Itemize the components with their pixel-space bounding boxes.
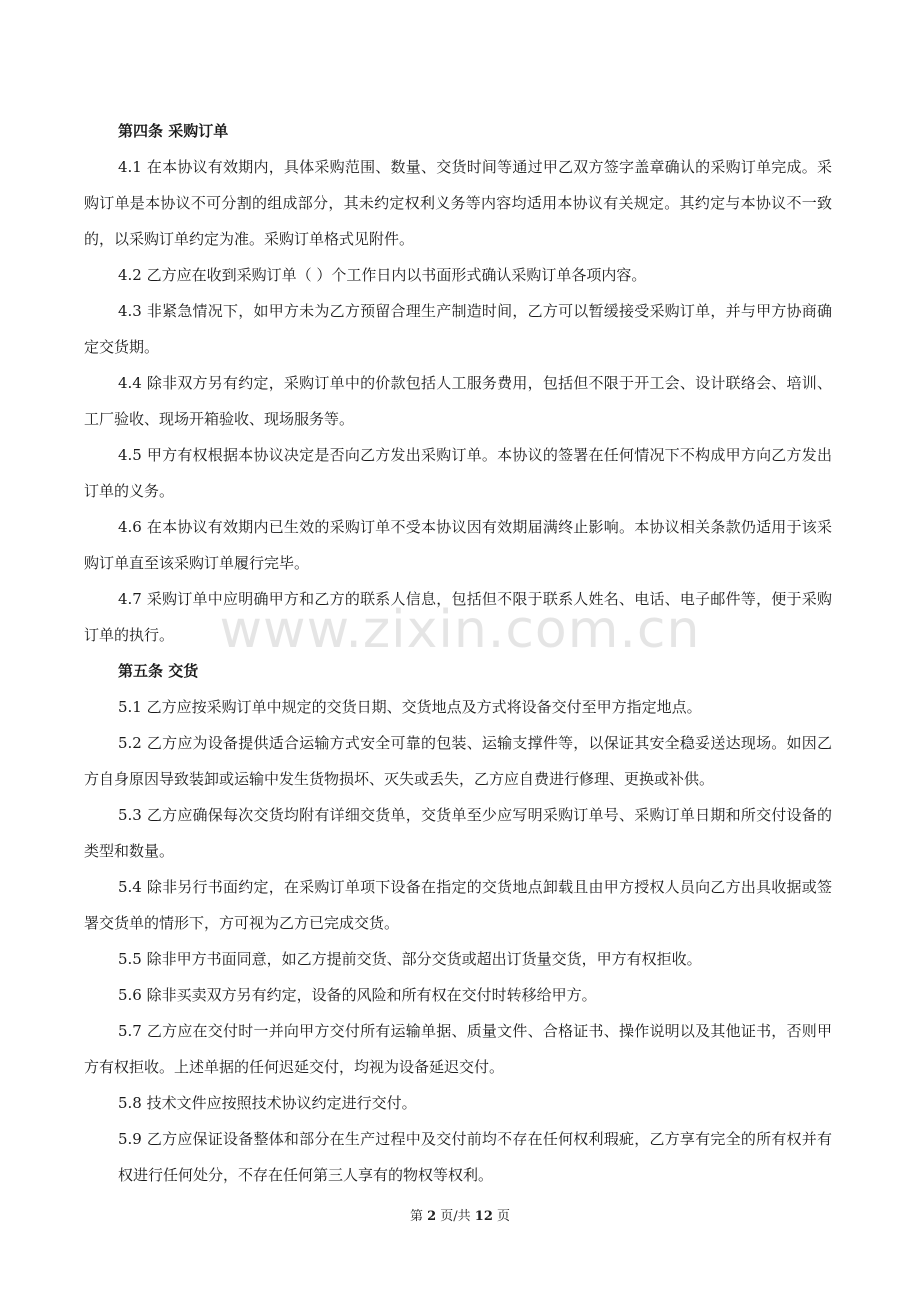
clause-4-6: 4.6 在本协议有效期内已生效的采购订单不受本协议因有效期届满终止影响。本协议相关条款仍适用于该采购订单直至该采购订单履行完毕。 bbox=[84, 518, 832, 572]
clause-4-5: 4.5 甲方有权根据本协议决定是否向乙方发出采购订单。本协议的签署在任何情况下不构成甲方向乙方发出订单的义务。 bbox=[84, 446, 832, 500]
clause-5-7: 5.7 乙方应在交付时一并向甲方交付所有运输单据、质量文件、合格证书、操作说明以及其他证书，否则甲方有权拒收。上述单据的任何迟延交付，均视为设备延迟交付。 bbox=[84, 1022, 832, 1076]
clause-5-4: 5.4 除非另行书面约定，在采购订单项下设备在指定的交货地点卸载且由甲方授权人员向乙方出具收据或签署交货单的情形下，方可视为乙方已完成交货。 bbox=[84, 878, 832, 932]
footer-suffix: 页 bbox=[492, 1209, 511, 1224]
clause-5-5: 5.5 除非甲方书面同意，如乙方提前交货、部分交货或超出订货量交货，甲方有权拒收。 bbox=[118, 950, 702, 968]
clause-4-7: 4.7 采购订单中应明确甲方和乙方的联系人信息，包括但不限于联系人姓名、电话、电子邮件等，便于采购订单的执行。 bbox=[84, 590, 832, 644]
clause-5-8: 5.8 技术文件应按照技术协议约定进行交付。 bbox=[118, 1094, 417, 1112]
clause-5-1: 5.1 乙方应按采购订单中规定的交货日期、交货地点及方式将设备交付至甲方指定地点。 bbox=[118, 698, 702, 716]
clause-4-1: 4.1 在本协议有效期内，具体采购范围、数量、交货时间等通过甲乙双方签字盖章确认的采购订单完成。采购订单是本协议不可分割的组成部分，其未约定权利义务等内容均适用本协议有关规定。其约定与本协议不一致的，以采购订单约定为准。采购订单格式见附件。 bbox=[84, 158, 832, 248]
clause-5-2: 5.2 乙方应为设备提供适合运输方式安全可靠的包装、运输支撑件等，以保证其安全稳妥送达现场。如因乙方自身原因导致装卸或运输中发生货物损坏、灭失或丢失，乙方应自费进行修理、更换或补供。 bbox=[84, 734, 832, 788]
footer-total-pages: 12 bbox=[474, 1209, 493, 1224]
clause-5-6: 5.6 除非买卖双方另有约定，设备的风险和所有权在交付时转移给甲方。 bbox=[118, 986, 597, 1004]
clause-5-3: 5.3 乙方应确保每次交货均附有详细交货单，交货单至少应写明采购订单号、采购订单日期和所交付设备的类型和数量。 bbox=[84, 806, 832, 860]
footer-middle: 页/共 bbox=[436, 1209, 475, 1224]
clause-5-9: 5.9 乙方应保证设备整体和部分在生产过程中及交付前均不存在任何权利瑕疵，乙方享有完全的所有权并有权进行任何处分，不存在任何第三人享有的物权等权利。 bbox=[118, 1130, 832, 1184]
document-body bbox=[84, 113, 832, 1193]
footer-current-page: 2 bbox=[427, 1209, 437, 1224]
watermark: www.zixin.com.cn bbox=[219, 600, 701, 660]
clause-4-4: 4.4 除非双方另有约定，采购订单中的价款包括人工服务费用，包括但不限于开工会、设计联络会、培训、工厂验收、现场开箱验收、现场服务等。 bbox=[84, 374, 832, 428]
clause-4-3: 4.3 非紧急情况下，如甲方未为乙方预留合理生产制造时间，乙方可以暂缓接受采购订单，并与甲方协商确定交货期。 bbox=[84, 302, 832, 356]
page-footer bbox=[0, 1205, 920, 1224]
section-title-article-5: 第五条 交货 bbox=[118, 662, 199, 680]
clause-4-2: 4.2 乙方应在收到采购订单（ ）个工作日内以书面形式确认采购订单各项内容。 bbox=[118, 266, 647, 284]
section-title-article-4: 第四条 采购订单 bbox=[118, 122, 229, 140]
footer-prefix: 第 bbox=[409, 1209, 428, 1224]
